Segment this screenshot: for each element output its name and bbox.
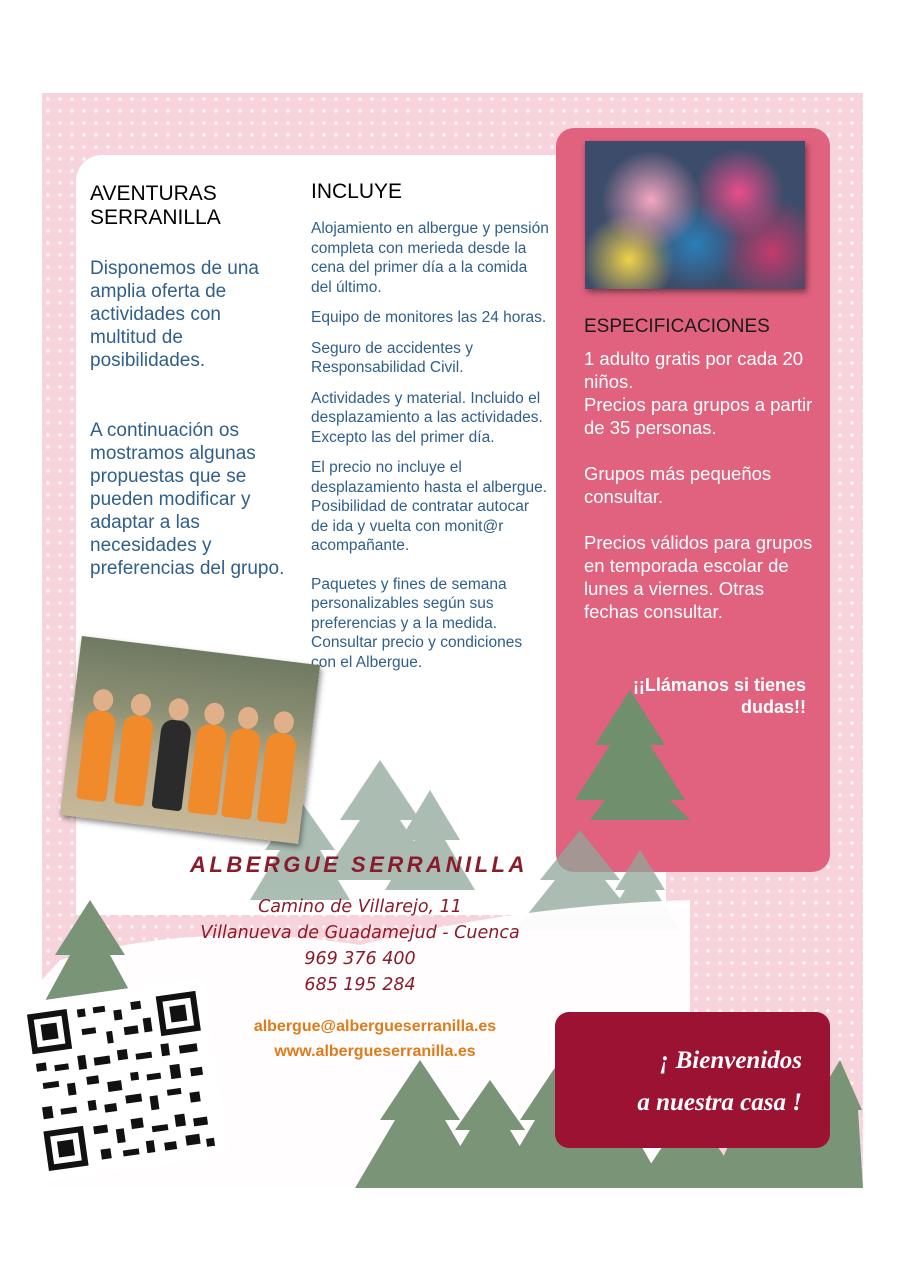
web-contact <box>225 1014 525 1064</box>
spec-paragraph: 1 adulto gratis por cada 20 niños. Precios para grupos a partir de 35 personas. <box>584 348 813 438</box>
person-figure <box>114 714 155 807</box>
specifications-text <box>584 347 820 646</box>
includes-list <box>311 219 549 683</box>
call-to-action: ¡¡Llámanos si tienes dudas!! <box>632 675 806 717</box>
list-item: Paquetes y fines de semana personalizables según sus preferencias y a la medida. Consultar precio y condiciones con el Albergue. <box>311 575 523 671</box>
list-item: Equipo de monitores las 24 horas. <box>311 309 547 326</box>
list-item: Actividades y material. Incluido el desplazamiento a las actividades. Excepto las del primer día. <box>311 389 543 446</box>
person-figure <box>257 731 298 824</box>
spec-paragraph: Precios válidos para grupos en temporada escolar de lunes a viernes. Otras fechas consultar. <box>584 532 813 622</box>
qr-code <box>15 978 228 1183</box>
specifications-title: ESPECIFICACIONES <box>584 316 770 337</box>
qr-code-icon <box>15 978 228 1183</box>
welcome-line: ¡ Bienvenidos <box>659 1047 802 1074</box>
address-line: Villanueva de Guadamejud - Cuenca <box>200 923 520 943</box>
phone-number[interactable]: 685 195 284 <box>304 975 416 995</box>
contact-block <box>195 894 525 998</box>
spec-paragraph: Grupos más pequeños consultar. <box>584 463 772 507</box>
list-item: Seguro de accidentes y Responsabilidad Civil. <box>311 339 473 376</box>
heading-incluye: INCLUYE <box>311 180 403 203</box>
heading-aventuras: AVENTURAS SERRANILLA <box>90 182 221 229</box>
albergue-name: ALBERGUE SERRANILLA <box>190 852 528 877</box>
intro-paragraph: Disponemos de una amplia oferta de actividades con multitud de posibilidades. <box>90 258 259 371</box>
list-item: El precio no incluye el desplazamiento hasta el albergue. Posibilidad de contratar autocar de ida y vuelta con monit@r acompañante. <box>311 459 548 554</box>
person-figure <box>151 718 192 811</box>
address-line: Camino de Villarejo, 11 <box>258 897 462 917</box>
proposals-paragraph: A continuación os mostramos algunas propuestas que se pueden modificar y adaptar a las necesidades y preferencias del grupo. <box>90 420 285 579</box>
list-item: Alojamiento en albergue y pensión completa con merieda desde la cena del primer día a la comida del último. <box>311 220 549 296</box>
intro-column <box>90 257 290 601</box>
group-photo-bottom <box>60 636 320 844</box>
email-link[interactable]: albergue@albergueserranilla.es <box>253 1018 497 1035</box>
group-photo-top <box>585 141 805 289</box>
phone-number[interactable]: 969 376 400 <box>304 949 416 969</box>
person-figure <box>76 709 117 802</box>
welcome-text <box>560 1040 802 1124</box>
website-link[interactable]: www.albergueserranilla.es <box>274 1043 476 1060</box>
welcome-line: a nuestra casa ! <box>637 1089 802 1116</box>
person-figure <box>221 727 262 820</box>
